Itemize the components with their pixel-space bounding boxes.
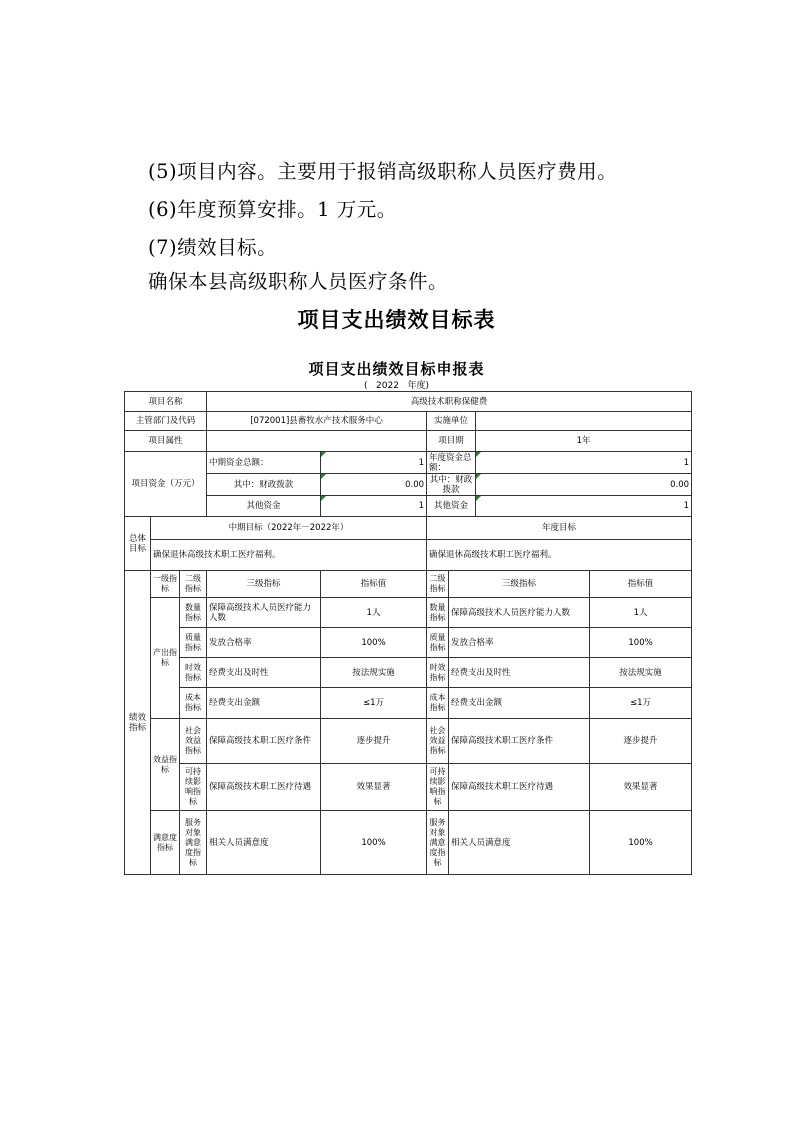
impl-unit-value bbox=[476, 412, 692, 431]
dept-code-value: [072001]县畜牧水产技术服务中心 bbox=[207, 412, 427, 431]
form-year: ( 2022 年度) bbox=[363, 381, 430, 391]
year-total-label: 年度资金总额： bbox=[427, 452, 476, 474]
level3-cell: 相关人员满意度 bbox=[207, 811, 321, 875]
paragraph-performance-goal-heading: (7)绩效目标。 bbox=[148, 236, 278, 259]
level3-cell: 经费支出金额 bbox=[207, 688, 321, 719]
indicator-value-header-year: 指标值 bbox=[590, 571, 692, 598]
level3-cell-year: 相关人员满意度 bbox=[449, 811, 590, 875]
level2-cell: 成本指标 bbox=[180, 688, 207, 719]
level3-cell-year: 经费支出及时性 bbox=[449, 658, 590, 688]
level2-cell-year: 社会效益指标 bbox=[427, 719, 449, 764]
indicator-value-cell-year: 100% bbox=[590, 628, 692, 658]
form-title: 项目支出绩效目标申报表 bbox=[308, 360, 485, 378]
indicator-value-cell-year: 效果显著 bbox=[590, 764, 692, 811]
year-other-value: 1 bbox=[476, 496, 692, 517]
indicator-value-cell: 100% bbox=[321, 811, 427, 875]
indicator-value-cell-year: ≤1万 bbox=[590, 688, 692, 719]
level2-header-year: 二级指标 bbox=[427, 571, 449, 598]
level3-cell-year: 保障高级技术职工医疗条件 bbox=[449, 719, 590, 764]
year-goal-text: 确保退休高级技术职工医疗福利。 bbox=[427, 540, 692, 571]
indicator-value-cell-year: 按法规实施 bbox=[590, 658, 692, 688]
mid-other-value: 1 bbox=[321, 496, 427, 517]
paragraph-project-content: (5)项目内容。主要用于报销高级职称人员医疗费用。 bbox=[148, 160, 618, 183]
mid-other-label: 其他资金 bbox=[207, 496, 321, 517]
level3-header-year: 三级指标 bbox=[449, 571, 590, 598]
indicator-value-cell: 效果显著 bbox=[321, 764, 427, 811]
project-name-label: 项目名称 bbox=[125, 392, 207, 412]
mid-fiscal-value: 0.00 bbox=[321, 474, 427, 496]
level3-cell: 保障高级技术职工医疗待遇 bbox=[207, 764, 321, 811]
mid-goal-header: 中期目标（2022年－2022年） bbox=[151, 517, 427, 540]
mid-total-value: 1 bbox=[321, 452, 427, 474]
project-period-label: 项目期 bbox=[427, 431, 476, 452]
level2-cell-year: 数量指标 bbox=[427, 598, 449, 628]
indicator-value-cell: 逐步提升 bbox=[321, 719, 427, 764]
perf-indicators-label: 绩效指标 bbox=[125, 571, 151, 875]
indicator-value-cell: 1人 bbox=[321, 598, 427, 628]
dept-code-label: 主管部门及代码 bbox=[125, 412, 207, 431]
level1-satisfaction: 满意度指标 bbox=[151, 811, 180, 875]
year-fiscal-value: 0.00 bbox=[476, 474, 692, 496]
level2-cell: 服务对象满意度指标 bbox=[180, 811, 207, 875]
year-total-value: 1 bbox=[476, 452, 692, 474]
year-other-label: 其他资金 bbox=[427, 496, 476, 517]
level3-cell: 保障高级技术人员医疗能力人数 bbox=[207, 598, 321, 628]
level3-cell: 经费支出及时性 bbox=[207, 658, 321, 688]
level3-cell-year: 发放合格率 bbox=[449, 628, 590, 658]
section-title: 项目支出绩效目标表 bbox=[297, 308, 496, 332]
level1-output: 产出指标 bbox=[151, 598, 180, 719]
indicator-value-header: 指标值 bbox=[321, 571, 427, 598]
year-goal-header: 年度目标 bbox=[427, 517, 692, 540]
indicator-value-cell: 100% bbox=[321, 628, 427, 658]
level2-cell: 可持续影响指标 bbox=[180, 764, 207, 811]
level3-cell-year: 经费支出金额 bbox=[449, 688, 590, 719]
level2-cell-year: 可持续影响指标 bbox=[427, 764, 449, 811]
level2-cell-year: 时效指标 bbox=[427, 658, 449, 688]
level2-cell-year: 成本指标 bbox=[427, 688, 449, 719]
level2-cell-year: 质量指标 bbox=[427, 628, 449, 658]
year-fiscal-label: 其中：财政拨款 bbox=[427, 474, 476, 496]
level2-cell: 质量指标 bbox=[180, 628, 207, 658]
indicator-value-cell-year: 1人 bbox=[590, 598, 692, 628]
level3-cell-year: 保障高级技术人员医疗能力人数 bbox=[449, 598, 590, 628]
level3-cell: 保障高级技术职工医疗条件 bbox=[207, 719, 321, 764]
indicator-value-cell-year: 100% bbox=[590, 811, 692, 875]
project-attr-label: 项目属性 bbox=[125, 431, 207, 452]
level3-header: 三级指标 bbox=[207, 571, 321, 598]
level2-cell: 时效指标 bbox=[180, 658, 207, 688]
level1-header: 一级指标 bbox=[151, 571, 180, 598]
indicator-value-cell-year: 逐步提升 bbox=[590, 719, 692, 764]
paragraph-performance-goal-text: 确保本县高级职称人员医疗条件。 bbox=[148, 270, 449, 293]
level3-cell-year: 保障高级技术职工医疗待遇 bbox=[449, 764, 590, 811]
project-period-value: 1年 bbox=[476, 431, 692, 452]
paragraph-annual-budget: (6)年度预算安排。1 万元。 bbox=[148, 198, 397, 221]
mid-goal-text: 确保退休高级技术职工医疗福利。 bbox=[151, 540, 427, 571]
level1-benefit: 效益指标 bbox=[151, 719, 180, 811]
indicator-value-cell: 按法规实施 bbox=[321, 658, 427, 688]
project-funds-label: 项目资金（万元） bbox=[125, 452, 207, 517]
performance-target-table bbox=[124, 391, 692, 875]
mid-fiscal-label: 其中：财政拨款 bbox=[207, 474, 321, 496]
project-attr-value bbox=[207, 431, 427, 452]
level2-header: 二级指标 bbox=[180, 571, 207, 598]
indicator-value-cell: ≤1万 bbox=[321, 688, 427, 719]
project-name-value: 高级技术职称保健费 bbox=[207, 392, 692, 412]
level3-cell: 发放合格率 bbox=[207, 628, 321, 658]
level2-cell: 社会效益指标 bbox=[180, 719, 207, 764]
overall-goal-label: 总体目标 bbox=[125, 517, 151, 571]
level2-cell-year: 服务对象满意度指标 bbox=[427, 811, 449, 875]
level2-cell: 数量指标 bbox=[180, 598, 207, 628]
mid-total-label: 中期资金总额： bbox=[207, 452, 321, 474]
impl-unit-label: 实施单位 bbox=[427, 412, 476, 431]
